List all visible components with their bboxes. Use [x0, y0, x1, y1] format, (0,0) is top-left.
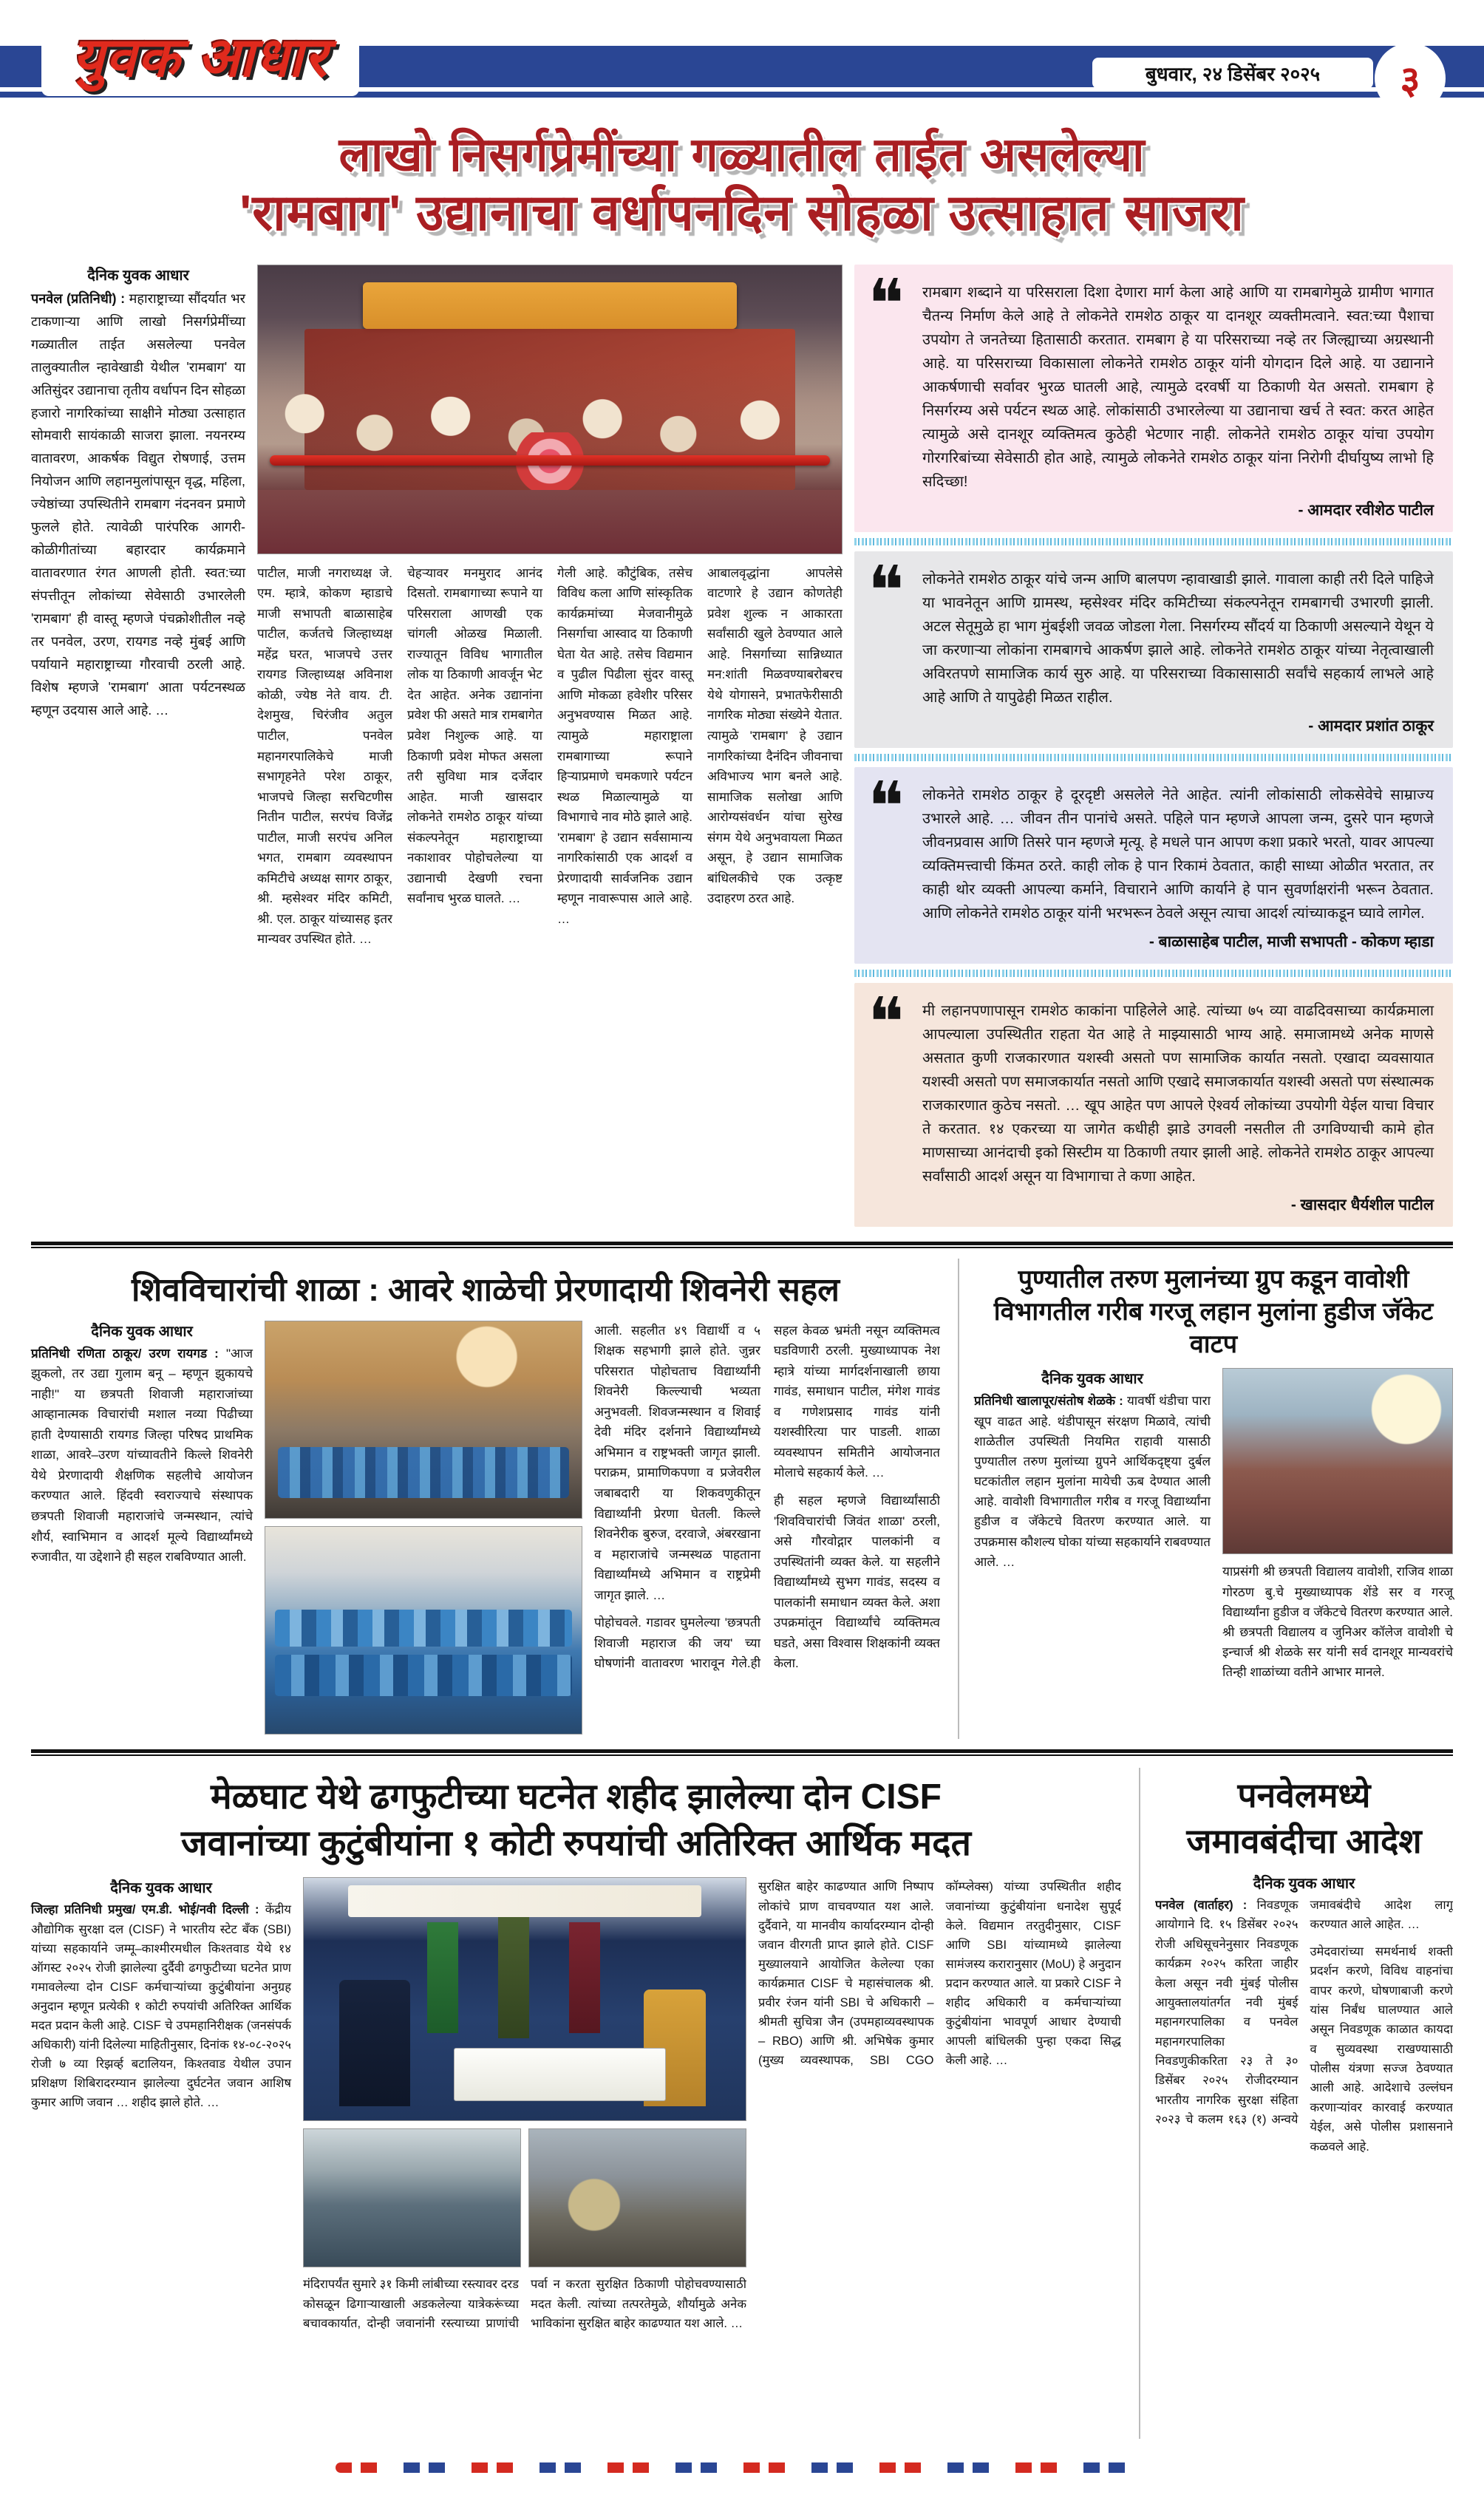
- story-shivneri: [31, 1259, 940, 1739]
- quote-box-1: [854, 265, 1453, 532]
- cheque-handover-photo: [303, 2128, 521, 2267]
- quotes-column: [854, 265, 1453, 1227]
- quote-2-attribution: - आमदार प्रशांत ठाकूर: [1308, 717, 1434, 735]
- story3-headline-line1: पुण्यातील तरुण मुलानंच्या ग्रुप कडून वावोशी: [1018, 1264, 1409, 1293]
- page-number: ३: [1400, 58, 1420, 102]
- story4-body-2: मंदिरापर्यंत सुमारे ३१ किमी लांबीच्या रस्त्यावर दरड कोसळून ढिगाऱ्याखाली अडकलेल्या यात्रेकरूंच्या बचावकार्यात, दोन्ही जवानांनी रस्त्याच्या प्राणांची पर्वा न करता सुरक्षित ठिकाणी पोहोचवण्यासाठी मदत केली. त्यांच्या तत्परतेमुळे, शौर्यामुळे अनेक भाविकांना सुरक्षित बाहेर काढण्यात यश आले. …: [303, 2278, 746, 2330]
- lead-headline: [0, 111, 1484, 254]
- flag: [498, 1917, 529, 2038]
- quote-mark-icon: ❝: [868, 264, 905, 344]
- students-row: [275, 1655, 572, 1696]
- story4-headline-line2: जवानांच्या कुटुंबीयांना १ कोटी रुपयांची अतिरिक्त आर्थिक मदत: [181, 1824, 971, 1864]
- story2-body-1: [31, 1344, 253, 1568]
- lead-body-4: गेली आहे. कौटुंबिक, तसेच विविध कला आणि सांस्कृतिक कार्यक्रमांच्या मेजवानीमुळे निसर्गाचा आस्वाद या ठिकाणी घेता येत आहे. तसेच विद्यमान व पुढील पिढीला सुंदर वास्तू आणि मोकळा हवेशीर परिसर अनुभवण्यास मिळत आहे. त्यामुळे महाराष्ट्राला रामबागाच्या रूपाने हिऱ्याप्रमाणे चमकणारे पर्यटन स्थळ मिळाल्यामुळे या विभागाचे नाव मोठे झाले आहे. 'रामबाग' हे उद्यान सर्वसामान्य नागरिकांसाठी एक आदर्श व प्रेरणादायी सार्वजनिक उद्यान म्हणून नावारूपास आले आहे. …: [557, 565, 692, 926]
- story4-dateline: जिल्हा प्रतिनिधी प्रमुख/ एम.डी. भोई/नवी दिल्ली :: [31, 1903, 259, 1917]
- shivneri-fort-photo: [265, 1321, 582, 1519]
- edition-date: बुधवार, २४ डिसेंबर २०२५: [1145, 63, 1321, 85]
- story3-column-2: [1222, 1368, 1453, 1689]
- date-box: [1092, 58, 1373, 89]
- story2-photos: [265, 1321, 582, 1739]
- quote-box-3: [854, 767, 1453, 964]
- quote-2-text: लोकनेते रामशेठ ठाकूर यांचे जन्म आणि बालपण न्हावाखाडी झाले. गावाला काही तरी दिले पाहिजे या भावनेतून आणि ग्रामस्थ, म्हसेश्वर मंदिर कमिटीच्या संकल्पनेतून रामबागची उभारणी झाली. अटल सेतूमुळे हा भाग मुंबईशी जवळ जोडला गेला. निसर्गरम्य सौंदर्य या ठिकाणी असल्याने येथून ये जा करणाऱ्या लोकांना रामबागचे आकर्षण झाले आहे. लोकनेते रामशेठ ठाकूर यांच्या नेतृत्वाखाली अविरतपणे सामाजिक कार्य सुरु आहे. या परिसराच्या विकासासाठी सर्वांचे सहकार्य लाभले आहे आहे आणि ते यापुढेही मिळत राहील.: [922, 571, 1434, 706]
- quote-box-4: [854, 983, 1453, 1227]
- story2-body-columns: [594, 1321, 940, 1739]
- story5-byline: दैनिक युवक आधार: [1253, 1875, 1355, 1892]
- students-row: [275, 1610, 572, 1647]
- quote-separator: [854, 538, 1453, 545]
- quote-mark-icon: ❝: [868, 551, 905, 630]
- stage-banner: [363, 282, 737, 328]
- quote-4-text: मी लहानपणापासून रामशेठ काकांना पाहिलेले आहे. त्यांच्या ७५ व्या वाढदिवसाच्या कार्यक्रमाला आपल्याला उपस्थितीत राहता येत आहे ते माझ्यासाठी भाग्य आहे. समाजामध्ये अनेक माणसे असतात कुणी राजकारणात यशस्वी असतो पण सामाजिक कार्यात नसतो. एखादा व्यवसायात यशस्वी असतो पण समाजकार्यात नसतो आणि एखादे समाजकार्यात यशस्वी असतो पण संस्थात्मक राजकारणात कुठेच नसतो. … खूप आहेत पण आपले ऐश्वर्य लोकांच्या उपयोगी येईल याचा विचार ते करतात. १४ एकरच्या या जागेत कधीही झाडे उगवली नसतील ती उगविण्याची कामे होत माणसाच्या आनंदाची इको सिस्टीम या ठिकाणी तयार झाली आहे. लोकनेते रामशेठ ठाकूर आपल्या सर्वांसाठी आदर्श असून या विभागाचा ते कणा आहेत.: [922, 1002, 1434, 1185]
- story4-body-columns: [758, 1877, 1121, 2439]
- students-group-photo: [265, 1526, 582, 1735]
- quote-separator: [854, 754, 1453, 761]
- lead-byline: दैनिक युवक आधार: [87, 267, 189, 284]
- story5-body-1-text: निवडणूक आयोगाने दि. १५ डिसेंबर २०२५ रोजी अधिसूचनेनुसार निवडणूक कार्यक्रम २०२५ करिता जाहीर केला असून नवी मुंबई पोलीस आयुक्तालयांतर्गत नवी मुंबई महानगरपालिका व पनवेल महानगरपालिका निवडणुकीकरिता २३ ते ३० डिसेंबर २०२५ रोजीदरम्यान भारतीय नागरिक सुरक्षा संहिता २०२३ चे कलम १६३ (१) अन्वये जमावबंदीचे आदेश लागू करण्यात आले आहेत. …: [1155, 1898, 1453, 2127]
- story3-body-1-text: यावर्षी थंडीचा पारा खूप वाढत आहे. थंडीपासून संरक्षण मिळावे, त्यांची शाळेतील उपस्थिती नियमित राहावी यासाठी पुण्यातील तरुण मुलांच्या ग्रुपने आर्थिकदृष्ट्या दुर्बल घटकांतील लहान मुलांना मायेची ऊब देण्यात आली आहे. वावोशी विभागातील गरीब व गरजू विद्यार्थ्यांना हुडीज व जॅकेटचे वितरण करण्यात आले. या उपक्रमास कौशल्य घोका यांच्या सहकार्याने राबवण्यात आले. …: [974, 1394, 1211, 1569]
- quote-3-attribution: - बाळासाहेब पाटील, माजी सभापती - कोकण म्हाडा: [1148, 933, 1434, 950]
- lead-body-1-text: महाराष्ट्राच्या सौंदर्यात भर टाकणाऱ्या आणि लाखो निसर्गप्रेमींच्या गळ्यातील ताईत असलेल्या पनवेल तालुक्यातील न्हावेखाडी येथील 'रामबाग' या अतिसुंदर उद्यानाचा तृतीय वर्धापन दिन सोहळा हजारो नागरिकांच्या साक्षीने मोठ्या उत्साहात सोमवारी सायंकाळी साजरा झाला. नयनरम्य वातावरण, आकर्षक विद्युत रोषणाई, उत्तम नियोजन आणि लहानमुलांपासून वृद्ध, महिला, ज्येष्ठांच्या उपस्थितीने रामबाग नंदनवन प्रमाणे फुलले होते. त्यावेळी पारंपरिक आगरी-कोळीगीतांच्या बहारदार कार्यक्रमाने वातावरणात रंगत आणली होती. स्वत:च्या संपत्तीतून लोकांच्या सेवेसाठी उभारलेली 'रामबाग' ही वास्तू म्हणजे पंचक्रोशीतील नव्हे तर पनवेल, उरण, रायगड नव्हे मुंबई आणि पर्यायाने महाराष्ट्राच्या गौरवाची ठरली आहे. विशेष म्हणजे 'रामबाग' आता पर्यटनस्थळ म्हणून उदयास आले आहे. …: [31, 290, 245, 718]
- quote-1-text: रामबाग शब्दाने या परिसराला दिशा देणारा मार्ग केला आहे आणि या रामबागेमुळे ग्रामीण भागात चैतन्य निर्माण केले आहे ते लोकनेते रामशेठ ठाकूर या दानशूर व्यक्तीमत्वाने. स्वत:च्या पैशाचा उपयोग ते जनतेच्या हितासाठी करतात. रामबाग हे या परिसराच्या नव्हे तर जिल्ह्याच्या अग्रस्थानी आहे. या परिसराच्या विकासाला लोकनेते रामशेठ ठाकूर यांनी योगदान दिले आहे. या उद्यानाने आकर्षणाची सर्वावर भुरळ घातली आहे, त्यामुळे दरवर्षी या ठिकाणी येत असतो. रामबाग हे निसर्गरम्य असे पर्यटन स्थळ आहे. लोकांसाठी उभारलेल्या या उद्यानाचा खर्च ते स्वत: करत आहेत त्यामुळे असे दानशूर व्यक्तिमत्व कुठेही भेटणार नाही. लोकनेते रामशेठ ठाकूर यांचा उपयोग गोरगरिबांच्या सेवेसाठी होत आहे, त्यामुळे लोकनेते रामशेठ ठाकूर यांना निरोगी दीर्घायुष्य लाभो हि सदिच्छा!: [922, 284, 1434, 490]
- story5-body-columns: [1155, 1896, 1453, 2406]
- section-divider: [31, 1242, 1453, 1248]
- lead-story: [0, 254, 1484, 1234]
- story4-column-1: [31, 1877, 291, 2439]
- lead-body-2: पाटील, माजी नगराध्यक्ष जे. एम. म्हात्रे, कोकण म्हाडाचे माजी सभापती बाळासाहेब पाटील, कर्जतचे जिल्हाध्यक्ष महेंद्र घरत, भाजपचे उत्तर रायगड जिल्हाध्यक्ष अविनाश कोळी, ज्येष्ठ नेते वाय. टी. देशमुख, चिरंजीव अतुल पाटील, पनवेल महानगरपालिकेचे माजी सभागृहनेते परेश ठाकूर, भाजपचे जिल्हा सरचिटणीस नितीन पाटील, सरपंच विजेंद्र पाटील, माजी सरपंच अनिल भगत, रामबाग व्यवस्थापन कमिटीचे अध्यक्ष सागर ठाकूर, श्री. म्हसेश्वर मंदिर कमिटी, श्री. एल. ठाकूर यांच्यासह इतर मान्यवर उपस्थित होते. …: [257, 565, 392, 947]
- story2-byline: दैनिक युवक आधार: [91, 1323, 193, 1340]
- quote-3-text: लोकनेते रामशेठ ठाकूर हे दूरदृष्टी असलेले नेते आहेत. त्यांनी लोकांसाठी लोकसेवेचे साम्राज्य उभारले आहे. … जीवन तीन पानांचे असते. पहिले पान म्हणजे आपला जन्म, दुसरे पान म्हणजे जीवनप्रवास आणि तिसरे पान म्हणजे मृत्यू. हे मधले पान आपण कशा प्रकारे भरतो, यावर आपल्या व्यक्तिमत्त्वाची किंमत ठरते. काही लोक हे पान रिकामं ठेवतात, काही साध्या ओळीत भरतात, तर काही थोर व्यक्ती आपल्या कर्माने, विचाराने आणि कार्याने हे पान सुवर्णाक्षरांनी भरून ठेवतात. आणि लोकनेते रामशेठ ठाकूर यांनी भरभरून ठेवले असून त्याचा आदर्श त्यांच्याकडून घ्यावे लागेल.: [922, 786, 1434, 922]
- story5-body-2: उमेदवारांच्या समर्थनार्थ शक्ती प्रदर्शन करणे, विविध वाहनांचा वापर करणे, घोषणाबाजी करणे यांस निर्बंध घालण्यात आले असून निवडणूक काळात कायदा व सुव्यवस्था राखण्यासाठी पोलीस यंत्रणा सज्ज ठेवण्यात आली आहे. आदेशाचे उल्लंघन करणाऱ्यांवर कारवाई करण्यात येईल, असे पोलीस प्रशासनाने कळवले आहे.: [1310, 1944, 1453, 2154]
- story-curfew-order: [1139, 1768, 1453, 2440]
- cisf-officer: [339, 1980, 410, 2106]
- quote-mark-icon: ❝: [868, 982, 905, 1062]
- lead-dateline: पनवेल (प्रतिनिधी) :: [31, 290, 126, 306]
- lead-body-5: आबालवृद्धांना आपलेसे वाटणारे हे उद्यान कोणतेही प्रवेश शुल्क न आकारता सर्वांसाठी खुले ठेवण्यात आले आहे. निसर्गाच्या सान्निध्यात मन:शांती मिळवण्याबरोबरच येथे योगासने, प्रभातफेरीसाठी नागरिक मोठ्या संख्येने येतात. त्यामुळे 'रामबाग' हे उद्यान नागरिकांच्या दैनंदिन जीवनाचा अविभाज्य भाग बनले आहे. सामाजिक सलोखा आणि आरोग्यसंवर्धन यांचा सुरेख संगम येथे अनुभवायला मिळत असून, हे उद्यान सामाजिक बांधिलकीचे एक उत्कृष्ट उदाहरण ठरत आहे.: [707, 565, 843, 906]
- lead-middle: [257, 265, 843, 1227]
- story4-photos: [303, 1877, 746, 2439]
- masthead-logo-text: युवक आधार: [72, 26, 329, 88]
- story3-byline: दैनिक युवक आधार: [1041, 1371, 1143, 1388]
- story4-byline: दैनिक युवक आधार: [110, 1880, 212, 1897]
- quote-4-attribution: - खासदार धैर्यशील पाटील: [1290, 1196, 1434, 1214]
- quote-box-2: [854, 551, 1453, 748]
- lead-photo: [257, 265, 843, 554]
- story3-dateline: प्रतिनिधी खालापूर/संतोष शेळके :: [974, 1394, 1123, 1409]
- quote-mark-icon: ❝: [868, 766, 905, 846]
- quote-1-attribution: - आमदार रवीशेठ पाटील: [1298, 501, 1434, 519]
- lead-body-columns: [257, 563, 843, 1188]
- story2-column-1: [31, 1321, 253, 1739]
- page-header: [0, 0, 1484, 111]
- lead-column-1: [31, 265, 245, 1227]
- story3-headline-line2: विभागतील गरीब गरजू लहान मुलांना हुडीज जॅकेट वाटप: [993, 1297, 1434, 1359]
- cisf-logo-banner: [348, 1885, 701, 1917]
- story5-headline-line1: पनवेलमध्ये: [1237, 1775, 1371, 1814]
- story2-headline: शिवविचारांची शाळा : आवरे शाळेची प्रेरणादायी शिवनेरी सहल: [131, 1271, 840, 1308]
- presentation-cheque: [454, 2048, 666, 2101]
- story3-column-1: [974, 1368, 1211, 1689]
- students-row: [278, 1447, 569, 1498]
- story5-headline: [1155, 1768, 1453, 1873]
- story2-body-3: पोहोचवले. गडावर घुमलेल्या 'छत्रपती शिवाजी महाराज की जय' च्या घोषणांनी वातावरण भारावून गेले.ही सहल केवळ भ्रमंती नसून व्यक्तिमत्व घडविणारी ठरली. मुख्याध्यापक नेश म्हात्रे यांच्या मार्गदर्शनाखाली छाया गावंड, समाधान पाटील, मंगेश गावंड व गणेशप्रसाद गावंड यांनी यशस्वीरित्या पार पाडली. शाळा व्यवस्थापन समितीने आयोजनात मोलाचे सहकार्य केले. …: [594, 1323, 940, 1671]
- story4-body-3: सुरक्षित बाहेर काढण्यात आणि निष्पाप लोकांचे प्राण वाचवण्यात यश आले. दुर्दैवाने, या मानवीय कार्यादरम्यान दोन्ही जवान वीरगती प्राप्त झाले होते. CISF मुख्यालयाने आयोजित केलेल्या एका कार्यक्रमात CISF चे महासंचालक श्री. प्रवीर रंजन यांनी SBI चे अधिकारी – श्रीमती सुचित्रा जैन (उपमहाव्यवस्थापक – RBO) आणि श्री. अभिषेक कुमार (मुख्य व्यवस्थापक, SBI CGO कॉम्प्लेक्स) यांच्या उपस्थितीत शहीद जवानांच्या कुटुंबीयांना धनादेश सुपूर्द केले. विद्यमान तरतुदीनुसार, CISF आणि SBI यांच्यामध्ये झालेल्या सामंजस्य करारानुसार (MoU) हे अनुदान प्रदान करण्यात आले. या प्रकारे CISF ने शहीद अधिकारी व कर्मचाऱ्यांच्या कुटुंबीयांना भावपूर्ण आधार देण्याची आपली बांधिलकी पुन्हा एकदा सिद्ध केली आहे. …: [758, 1880, 1121, 2068]
- quote-separator: [854, 970, 1453, 977]
- cisf-cheque-ceremony-photo: [303, 1877, 746, 2121]
- story4-body-1-text: केंद्रीय औद्योगिक सुरक्षा दल (CISF) ने भारतीय स्टेट बँक (SBI) यांच्या सहकार्याने जम्मू–काश्मीरमधील किश्तवाड येथे १४ ऑगस्ट २०२५ रोजी झालेल्या दुर्दैवी ढगफुटीच्या घटनेत प्राण गमावलेल्या दोन CISF कर्मचाऱ्यांच्या कुटुंबीयांना अनुग्रह अनुदान म्हणून प्रत्येकी १ कोटी रुपयांची अतिरिक्त आर्थिक मदत प्रदान केली आहे. CISF चे उपमहानिरीक्षक (जनसंपर्क अधिकारी) यांनी दिलेल्या माहितीनुसार, दिनांक १४-०८-२०२५ रोजी ७ व्या रिझर्व्ह बटालियन, किश्तवाड येथील उपान प्रशिक्षण शिबिरादरम्यान झालेल्या दुर्घटनेत जवान आशिष कुमार आणि जवान … शहीद झाले होते. …: [31, 1903, 291, 2110]
- story4-headline-line1: मेळघाट येथे ढगफुटीच्या घटनेत शहीद झालेल्या दोन CISF: [211, 1777, 942, 1817]
- lead-body-3: चेहऱ्यावर मनमुराद आनंद दिसतो. रामबागाच्या रूपाने या परिसराला आणखी एक चांगली ओळख मिळाली. राज्यातून विविध भागातील लोक या ठिकाणी आवर्जून भेट देत आहेत. अनेक उद्यानांना प्रवेश फी असते मात्र रामबागेत प्रवेश निशुल्क आहे. या ठिकाणी प्रवेश मोफत असला तरी सुविधा मात्र दर्जेदार आहेत. माजी खासदार लोकनेते रामशेठ ठाकूर यांच्या संकल्पनेतून महाराष्ट्राच्या नकाशावर पोहोचलेल्या या उद्यानाची देखणी रचना सर्वांनाच भुरळ घालते. …: [407, 565, 542, 906]
- story5-headline-line2: जमावबंदीचा आदेश: [1186, 1821, 1422, 1860]
- lead-headline-line2: 'रामबाग' उद्यानाचा वर्धापनदिन सोहळा उत्साहात साजरा: [239, 184, 1245, 241]
- red-ribbon: [270, 455, 830, 466]
- section-divider: [31, 1749, 1453, 1756]
- page-number-badge: [1375, 43, 1446, 114]
- story3-headline: [974, 1259, 1453, 1369]
- flag: [427, 1922, 458, 2034]
- story2-body-4: ही सहल म्हणजे विद्यार्थ्यांसाठी 'शिवविचारांची जिवंत शाळा' ठरली, असे गौरवोद्गार पालकांनी व उपस्थितांनी व्यक्त केले. या सहलीने विद्यार्थ्यांमध्ये सुभग गावंड, सदस्य व पालकांनी समाधान व्यक्त केले. अशा उपक्रमांतून विद्यार्थ्यांचे व्यक्तिमत्व घडते, असा विश्वास शिक्षकांनी व्यक्त केला.: [774, 1494, 940, 1671]
- story-cisf: [31, 1768, 1121, 2440]
- middle-band: [0, 1256, 1484, 1742]
- flag: [569, 1922, 600, 2034]
- story2-body-1-text: "आज झुकलो, तर उद्या गुलाम बनू – म्हणून झुकायचे नाही!" या छत्रपती शिवाजी महाराजांच्या आव्हानात्मक विचारांची मशाल नव्या पिढीच्या हाती देण्यासाठी रायगड जिल्हा परिषद प्राथमिक शाळा, आवरे–उरण यांच्यावतीने किल्ले शिवनेरी येथे प्रेरणादायी शैक्षणिक सहलीचे आयोजन करण्यात आले. हिंदवी स्वराज्याचे संस्थापक छत्रपती शिवाजी महाराजांचे जन्मस्थान, त्यांचे शौर्य, स्वाभिमान व आदर्श मूल्ये विद्यार्थ्यांमध्ये रुजावीत, या उद्देशाने ही सहल राबविण्यात आली.: [31, 1346, 253, 1565]
- bottom-band: [0, 1763, 1484, 2444]
- story-jacket-donation: [958, 1259, 1453, 1739]
- story4-headline: [31, 1768, 1121, 1878]
- story4-body-middle: [303, 2275, 746, 2420]
- story2-dateline: प्रतिनिधी रणिता ठाकूर/ उरण रायगड :: [31, 1346, 219, 1361]
- lead-body-1: [31, 287, 245, 722]
- story4-body-1: [31, 1900, 291, 2112]
- masthead: [41, 13, 359, 96]
- story3-body-1: [974, 1391, 1211, 1572]
- footer-decorative-strip: [336, 2462, 1148, 2473]
- story2-body-2: आली. सहलीत ४९ विद्यार्थी व ५ शिक्षक सहभागी झाले होते. जुन्नर परिसरात पोहोचताच विद्यार्थ्यांनी शिवनेरी किल्ल्याची भव्यता अनुभवली. शिवजन्मस्थान व शिवाई देवी मंदिर दर्शनाने विद्यार्थ्यांमध्ये अभिमान व राष्ट्रभक्ती जागृत झाली. पराक्रम, प्रामाणिकपणा व प्रजेवरील जबाबदारी या शिकवणुकीतून विद्यार्थ्यांनी प्रेरणा घेतली. किल्ले शिवनेरीक बुरुज, दरवाजे, अंबरखाना व महाराजांचे जन्मस्थळ पाहताना विद्यार्थ्यांमध्ये अभिमान व राष्ट्रप्रेमी जागृत झाले. …: [594, 1323, 760, 1602]
- classroom-photo: [1222, 1368, 1453, 1554]
- lead-headline-line1: लाखो निसर्गप्रेमींच्या गळ्यातील ताईत असलेल्या: [338, 128, 1146, 181]
- rescue-site-photo: [528, 2128, 746, 2267]
- story3-body-2: याप्रसंगी श्री छत्रपती विद्यालय वावोशी, राजिव शाळा गोरठण बु.चे मुख्याध्यापक शेंडे सर व गरजू विद्यार्थ्यांना हुडीज व जॅकेटचे वितरण करण्यात आले. श्री छत्रपती विद्यालय व जुनिअर कॉलेज वावोशी चे इन्चार्ज श्री शेळके सर यांनी सर्व दानशूर मान्यवरांचे तिन्ही शाळांच्या वतीने आभार मानले.: [1222, 1565, 1453, 1680]
- story5-dateline: पनवेल (वार्ताहर) :: [1155, 1898, 1248, 1912]
